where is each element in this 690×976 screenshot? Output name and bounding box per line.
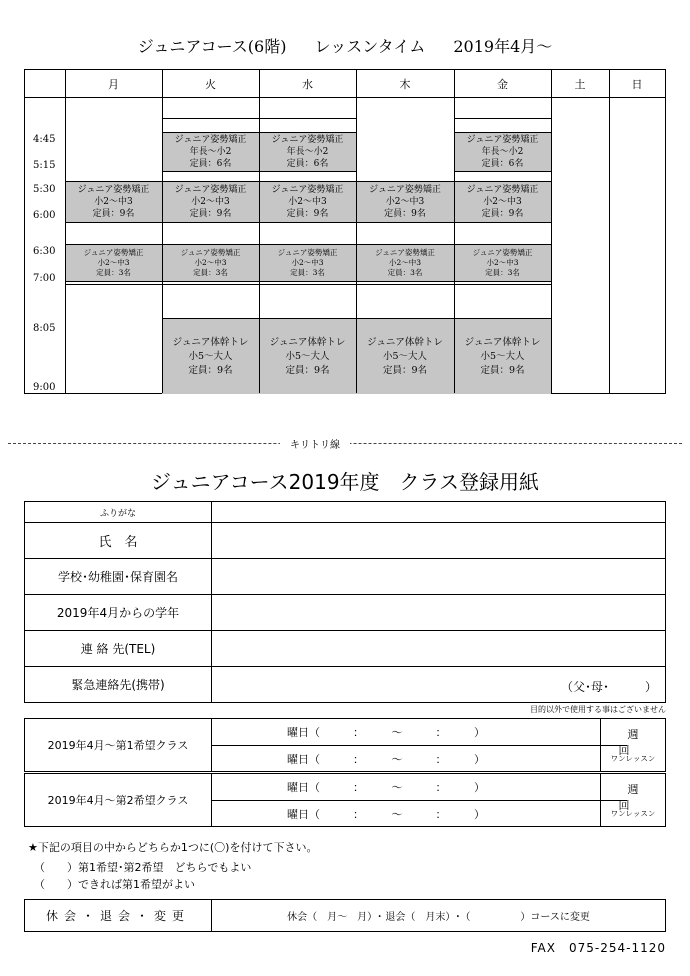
column-divider bbox=[356, 70, 357, 393]
column-divider bbox=[259, 70, 260, 393]
grade-label: 2019年4月からの学年 bbox=[25, 595, 212, 630]
time-label: 6:30 bbox=[33, 246, 56, 257]
class-ages: 年長～小2 bbox=[189, 147, 232, 157]
time-label: 5:30 bbox=[33, 184, 56, 195]
furigana-field[interactable] bbox=[212, 502, 665, 522]
class-capacity: 定員：9名 bbox=[382, 364, 428, 376]
day-tue: 火 bbox=[162, 70, 259, 98]
week-label: 週 回 bbox=[618, 728, 686, 757]
first-choice-block bbox=[24, 718, 686, 772]
class-ages: 小2～中3 bbox=[194, 258, 227, 267]
class-slot bbox=[65, 244, 162, 282]
contact-label: 連 絡 先(TEL) bbox=[25, 631, 212, 666]
first-choice-time-line[interactable] bbox=[211, 719, 627, 745]
contact-field[interactable] bbox=[212, 631, 665, 666]
class-slot bbox=[259, 132, 356, 172]
class-ages: 小5～大人 bbox=[285, 350, 330, 362]
one-lesson-label: ワンレッスン bbox=[610, 754, 656, 763]
second-choice-block bbox=[24, 773, 686, 827]
change-label: 休会・退会・変更 bbox=[25, 900, 212, 931]
schedule-title bbox=[0, 34, 690, 57]
class-name: ジュニア姿勢矯正 bbox=[83, 248, 144, 257]
form-title-sub: クラス登録用紙 bbox=[399, 470, 539, 494]
class-ages: 小2～中3 bbox=[385, 197, 425, 207]
class-name: ジュニア姿勢矯正 bbox=[180, 248, 241, 257]
row-divider bbox=[454, 118, 551, 119]
class-ages: 小2～中3 bbox=[94, 197, 133, 207]
class-capacity: 定員：9名 bbox=[384, 209, 426, 219]
class-capacity: 定員：3名 bbox=[485, 268, 520, 277]
class-slot bbox=[162, 181, 259, 223]
class-capacity: 定員：3名 bbox=[193, 268, 228, 277]
privacy-note: 目的以外で使用する事はございません bbox=[530, 705, 666, 714]
frequency-box bbox=[600, 774, 686, 826]
class-slot bbox=[454, 181, 551, 223]
class-slot bbox=[259, 181, 356, 223]
relation-text: （父･母･ ） bbox=[560, 680, 657, 694]
second-choice-time-line[interactable] bbox=[211, 800, 627, 827]
option-first-preferred[interactable]: （ ）できれば第1希望がよい bbox=[34, 878, 195, 891]
instruction-text: ★下記の項目の中からどちらか1つに(〇)を付けて下さい。 bbox=[28, 841, 318, 854]
class-ages: 小2～中3 bbox=[483, 197, 522, 207]
school-field[interactable] bbox=[212, 559, 665, 594]
first-choice-time-line[interactable] bbox=[211, 745, 627, 772]
first-choice-label: 2019年4月～第1希望クラス bbox=[25, 719, 212, 771]
class-slot bbox=[65, 181, 162, 223]
row-divider bbox=[65, 284, 551, 285]
class-capacity: 定員：9名 bbox=[188, 364, 233, 376]
emergency-field[interactable] bbox=[212, 667, 665, 702]
class-slot bbox=[162, 132, 259, 172]
time-label: 5:15 bbox=[33, 160, 56, 171]
class-capacity: 定員：9名 bbox=[285, 364, 330, 376]
class-ages: 小2～中3 bbox=[97, 258, 130, 267]
class-capacity: 定員：6名 bbox=[481, 159, 524, 169]
class-capacity: 定員：6名 bbox=[286, 159, 329, 169]
form-title-main: ジュニアコース2019年度 bbox=[151, 470, 380, 494]
column-divider bbox=[551, 70, 552, 393]
lesson-time-label: レッスンタイム bbox=[314, 37, 426, 56]
class-name: ジュニア姿勢矯正 bbox=[77, 185, 150, 195]
class-capacity: 定員：9名 bbox=[189, 209, 232, 219]
class-name: ジュニア姿勢矯正 bbox=[174, 185, 247, 195]
class-name: ジュニア姿勢矯正 bbox=[375, 248, 435, 257]
contact-row bbox=[24, 630, 666, 667]
class-ages: 年長～小2 bbox=[286, 147, 329, 157]
class-capacity: 定員：3名 bbox=[387, 268, 423, 277]
day-time-text: 曜日（ ： ～ ： ） bbox=[287, 753, 485, 766]
day-sat: 土 bbox=[551, 70, 609, 98]
option-either[interactable]: （ ）第1希望･第2希望 どちらでもよい bbox=[34, 861, 252, 874]
class-capacity: 定員：3名 bbox=[96, 268, 131, 277]
time-label: 9:00 bbox=[33, 382, 56, 393]
column-divider bbox=[162, 70, 163, 393]
class-slot bbox=[454, 132, 551, 172]
day-sun: 日 bbox=[609, 70, 665, 98]
class-capacity: 定員：3名 bbox=[290, 268, 325, 277]
frequency-box bbox=[600, 719, 686, 771]
class-name: ジュニア姿勢矯正 bbox=[271, 135, 344, 145]
day-wed: 水 bbox=[259, 70, 356, 98]
school-label: 学校･幼稚園･保育園名 bbox=[25, 559, 212, 594]
class-name: ジュニア姿勢矯正 bbox=[466, 185, 539, 195]
class-slot bbox=[454, 318, 551, 394]
grade-row bbox=[24, 594, 666, 631]
day-time-text: 曜日（ ： ～ ： ） bbox=[287, 781, 485, 794]
emergency-row bbox=[24, 666, 666, 703]
column-divider bbox=[454, 70, 455, 393]
time-label: 8:05 bbox=[33, 323, 56, 334]
class-name: ジュニア姿勢矯正 bbox=[472, 248, 533, 257]
class-name: ジュニア体幹トレ bbox=[367, 336, 443, 348]
class-ages: 小2～中3 bbox=[388, 258, 422, 267]
furigana-label: ふりがな bbox=[25, 502, 212, 522]
day-time-text: 曜日（ ： ～ ： ） bbox=[287, 726, 485, 739]
class-ages: 年長～小2 bbox=[481, 147, 524, 157]
name-label: 氏 名 bbox=[25, 523, 212, 558]
class-slot bbox=[162, 318, 259, 394]
class-name: ジュニア体幹トレ bbox=[464, 336, 541, 348]
time-label: 4:45 bbox=[33, 134, 56, 145]
time-label: 7:00 bbox=[33, 273, 56, 284]
class-slot bbox=[162, 244, 259, 282]
grade-field[interactable] bbox=[212, 595, 665, 630]
class-slot bbox=[356, 244, 454, 282]
course-title: ジュニアコース(6階) bbox=[137, 37, 287, 56]
class-capacity: 定員：9名 bbox=[481, 209, 524, 219]
class-slot bbox=[259, 318, 356, 394]
furigana-row bbox=[24, 501, 666, 523]
day-time-text: 曜日（ ： ～ ： ） bbox=[287, 808, 485, 821]
class-capacity: 定員：9名 bbox=[480, 364, 525, 376]
class-slot bbox=[454, 244, 551, 282]
class-name: ジュニア姿勢矯正 bbox=[466, 135, 539, 145]
column-divider bbox=[609, 70, 610, 393]
class-ages: 小2～中3 bbox=[486, 258, 519, 267]
class-capacity: 定員：6名 bbox=[189, 159, 232, 169]
cut-label: キリトリ線 bbox=[280, 436, 350, 451]
week-label: 週 回 bbox=[618, 783, 686, 812]
header-blank bbox=[25, 70, 65, 98]
name-field[interactable] bbox=[212, 523, 665, 558]
class-slot bbox=[356, 181, 454, 223]
day-mon: 月 bbox=[65, 70, 162, 98]
change-row bbox=[24, 899, 666, 932]
change-field[interactable]: 休会（ 月～ 月）･ 退会（ 月末）･（ ）コースに変更 bbox=[287, 912, 590, 923]
form-title bbox=[0, 466, 690, 495]
class-slot bbox=[259, 244, 356, 282]
class-ages: 小2～中3 bbox=[291, 258, 324, 267]
class-ages: 小5～大人 bbox=[382, 350, 428, 362]
class-capacity: 定員：9名 bbox=[286, 209, 329, 219]
second-choice-label: 2019年4月～第2希望クラス bbox=[25, 774, 212, 826]
class-name: ジュニア体幹トレ bbox=[172, 336, 249, 348]
class-ages: 小5～大人 bbox=[480, 350, 525, 362]
fax-number: FAX 075-254-1120 bbox=[530, 941, 666, 955]
class-name: ジュニア姿勢矯正 bbox=[271, 185, 344, 195]
emergency-label: 緊急連絡先(携帯) bbox=[25, 667, 212, 702]
day-thu: 木 bbox=[356, 70, 454, 98]
class-ages: 小2～中3 bbox=[288, 197, 327, 207]
class-ages: 小5～大人 bbox=[188, 350, 233, 362]
name-row bbox=[24, 522, 666, 559]
class-name: ジュニア姿勢矯正 bbox=[174, 135, 247, 145]
period-label: 2019年4月～ bbox=[453, 37, 553, 56]
class-ages: 小2～中3 bbox=[191, 197, 230, 207]
class-name: ジュニア姿勢矯正 bbox=[369, 185, 441, 195]
class-name: ジュニア姿勢矯正 bbox=[277, 248, 338, 257]
class-slot bbox=[356, 318, 454, 394]
column-divider bbox=[65, 70, 66, 393]
second-choice-time-line[interactable] bbox=[211, 774, 627, 800]
time-label: 6:00 bbox=[33, 210, 56, 221]
class-name: ジュニア体幹トレ bbox=[269, 336, 346, 348]
schedule-table bbox=[24, 69, 666, 394]
one-lesson-label: ワンレッスン bbox=[610, 809, 656, 818]
school-row bbox=[24, 558, 666, 595]
class-capacity: 定員：9名 bbox=[92, 209, 135, 219]
day-fri: 金 bbox=[454, 70, 551, 98]
